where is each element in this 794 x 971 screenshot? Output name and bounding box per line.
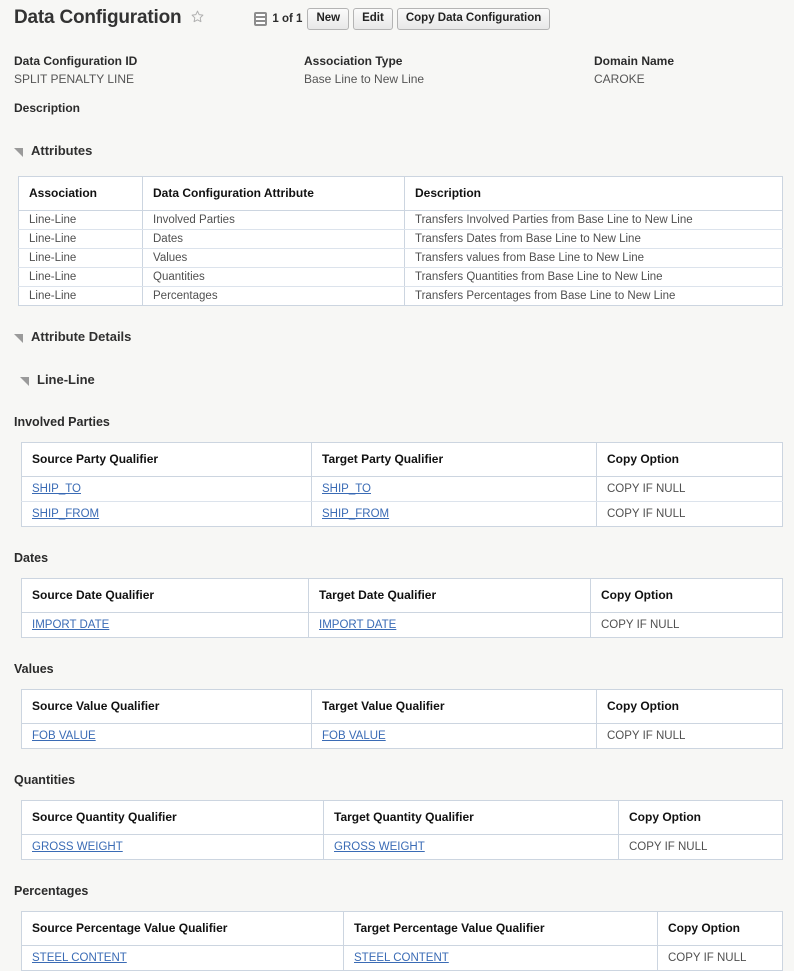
column-header-copy-option: Copy Option (619, 801, 783, 835)
record-summary-fields (0, 36, 794, 87)
table-header-row (22, 912, 783, 946)
dates-table (21, 578, 783, 638)
table-row[interactable] (22, 835, 783, 860)
group-title-quantities: Quantities (14, 773, 76, 787)
attributes-table-wrapper (0, 176, 794, 306)
field-association-type (304, 54, 594, 87)
section-attributes-header[interactable] (14, 143, 794, 159)
section-title: Line-Line (37, 372, 95, 387)
copy-data-configuration-button[interactable]: Copy Data Configuration (397, 8, 550, 30)
section-attribute-details-header[interactable] (14, 329, 794, 345)
column-header-target-percentage-value-qualifier: Target Percentage Value Qualifier (344, 912, 658, 946)
group-title-dates: Dates (14, 551, 49, 565)
cell-source-qualifier (22, 946, 344, 971)
target-qualifier-link[interactable]: GROSS WEIGHT (334, 841, 425, 853)
table-row[interactable] (22, 724, 783, 749)
cell-target-qualifier (312, 477, 597, 502)
column-header-target-party-qualifier: Target Party Qualifier (312, 443, 597, 477)
column-header-source-date-qualifier: Source Date Qualifier (22, 579, 309, 613)
column-header-target-quantity-qualifier: Target Quantity Qualifier (324, 801, 619, 835)
section-line-line (0, 372, 794, 388)
column-header-copy-option: Copy Option (658, 912, 783, 946)
table-row[interactable] (22, 946, 783, 971)
field-label: Domain Name (594, 54, 675, 68)
cell-target-qualifier (324, 835, 619, 860)
section-title: Attribute Details (31, 329, 132, 344)
new-button[interactable]: New (307, 8, 349, 30)
source-qualifier-link[interactable]: IMPORT DATE (32, 619, 110, 631)
cell-source-qualifier (22, 724, 312, 749)
field-data-configuration-id (14, 54, 304, 87)
collapse-triangle-icon[interactable] (20, 377, 29, 386)
column-header-copy-option: Copy Option (591, 579, 783, 613)
involved-parties-table-wrapper (0, 442, 794, 527)
table-header-row (22, 801, 783, 835)
field-label: Association Type (304, 54, 403, 68)
target-qualifier-link[interactable]: SHIP_FROM (322, 508, 390, 520)
column-header-source-quantity-qualifier: Source Quantity Qualifier (22, 801, 324, 835)
edit-button[interactable]: Edit (353, 8, 393, 30)
column-header-association: Association (19, 177, 143, 211)
collapse-triangle-icon[interactable] (14, 334, 23, 343)
star-outline-icon[interactable] (191, 10, 204, 25)
quantities-table (21, 800, 783, 860)
table-row[interactable] (22, 477, 783, 502)
table-row[interactable] (19, 287, 783, 306)
cell-source-qualifier (22, 502, 312, 527)
values-table (21, 689, 783, 749)
cell-copy-option: COPY IF NULL (597, 477, 783, 502)
target-qualifier-link[interactable]: SHIP_TO (322, 483, 371, 495)
source-qualifier-link[interactable]: SHIP_TO (32, 483, 81, 495)
section-line-line-header[interactable] (14, 372, 794, 388)
list-view-icon[interactable] (254, 12, 267, 26)
percentages-table (21, 911, 783, 971)
column-header-target-date-qualifier: Target Date Qualifier (309, 579, 591, 613)
table-header-row (22, 579, 783, 613)
cell-source-qualifier (22, 613, 309, 638)
table-row[interactable] (19, 268, 783, 287)
table-row[interactable] (22, 502, 783, 527)
column-header-data-configuration-attribute: Data Configuration Attribute (143, 177, 405, 211)
collapse-triangle-icon[interactable] (14, 148, 23, 157)
section-title: Attributes (31, 143, 93, 158)
cell-target-qualifier (312, 724, 597, 749)
record-count: 1 of 1 (272, 13, 303, 25)
field-value: SPLIT PENALTY LINE (14, 72, 135, 86)
cell-copy-option: COPY IF NULL (658, 946, 783, 971)
cell-association: Line-Line (19, 287, 143, 306)
table-row[interactable] (19, 249, 783, 268)
group-title-values: Values (14, 662, 54, 676)
record-toolbar (254, 8, 550, 30)
cell-description: Transfers Involved Parties from Base Line to New Line (405, 211, 783, 230)
cell-attribute: Quantities (143, 268, 405, 287)
cell-copy-option: COPY IF NULL (597, 724, 783, 749)
field-label: Description (14, 101, 81, 115)
column-header-source-party-qualifier: Source Party Qualifier (22, 443, 312, 477)
cell-description: Transfers Percentages from Base Line to New Line (405, 287, 783, 306)
group-title-involved-parties: Involved Parties (14, 415, 110, 429)
cell-attribute: Involved Parties (143, 211, 405, 230)
cell-source-qualifier (22, 835, 324, 860)
section-attribute-details (0, 329, 794, 345)
field-domain-name (594, 54, 784, 87)
cell-copy-option: COPY IF NULL (591, 613, 783, 638)
section-attributes (0, 143, 794, 159)
cell-association: Line-Line (19, 230, 143, 249)
field-value: CAROKE (594, 72, 645, 86)
target-qualifier-link[interactable]: STEEL CONTENT (354, 952, 449, 964)
percentages-table-wrapper (0, 911, 794, 971)
cell-copy-option: COPY IF NULL (597, 502, 783, 527)
dates-table-wrapper (0, 578, 794, 638)
cell-attribute: Values (143, 249, 405, 268)
target-qualifier-link[interactable]: IMPORT DATE (319, 619, 397, 631)
cell-target-qualifier (309, 613, 591, 638)
column-header-copy-option: Copy Option (597, 443, 783, 477)
table-row[interactable] (22, 613, 783, 638)
source-qualifier-link[interactable]: STEEL CONTENT (32, 952, 127, 964)
column-header-description: Description (405, 177, 783, 211)
field-value: Base Line to New Line (304, 72, 425, 86)
source-qualifier-link[interactable]: FOB VALUE (32, 730, 96, 742)
cell-association: Line-Line (19, 211, 143, 230)
table-row[interactable] (19, 211, 783, 230)
group-title-percentages: Percentages (14, 884, 89, 898)
column-header-target-value-qualifier: Target Value Qualifier (312, 690, 597, 724)
table-header-row (19, 177, 783, 211)
cell-source-qualifier (22, 477, 312, 502)
cell-description: Transfers Quantities from Base Line to New Line (405, 268, 783, 287)
column-header-source-value-qualifier: Source Value Qualifier (22, 690, 312, 724)
target-qualifier-link[interactable]: FOB VALUE (322, 730, 386, 742)
cell-target-qualifier (344, 946, 658, 971)
values-table-wrapper (0, 689, 794, 749)
attributes-table (18, 176, 783, 306)
source-qualifier-link[interactable]: SHIP_FROM (32, 508, 100, 520)
cell-attribute: Dates (143, 230, 405, 249)
column-header-copy-option: Copy Option (597, 690, 783, 724)
cell-description: Transfers values from Base Line to New Line (405, 249, 783, 268)
table-header-row (22, 443, 783, 477)
field-label: Data Configuration ID (14, 54, 138, 68)
page-title: Data Configuration (14, 7, 182, 28)
quantities-table-wrapper (0, 800, 794, 860)
cell-target-qualifier (312, 502, 597, 527)
cell-copy-option: COPY IF NULL (619, 835, 783, 860)
table-row[interactable] (19, 230, 783, 249)
source-qualifier-link[interactable]: GROSS WEIGHT (32, 841, 123, 853)
cell-attribute: Percentages (143, 287, 405, 306)
cell-association: Line-Line (19, 268, 143, 287)
cell-description: Transfers Dates from Base Line to New Line (405, 230, 783, 249)
column-header-source-percentage-value-qualifier: Source Percentage Value Qualifier (22, 912, 344, 946)
cell-association: Line-Line (19, 249, 143, 268)
page-header (0, 0, 794, 36)
field-description (0, 87, 794, 116)
table-header-row (22, 690, 783, 724)
involved-parties-table (21, 442, 783, 527)
